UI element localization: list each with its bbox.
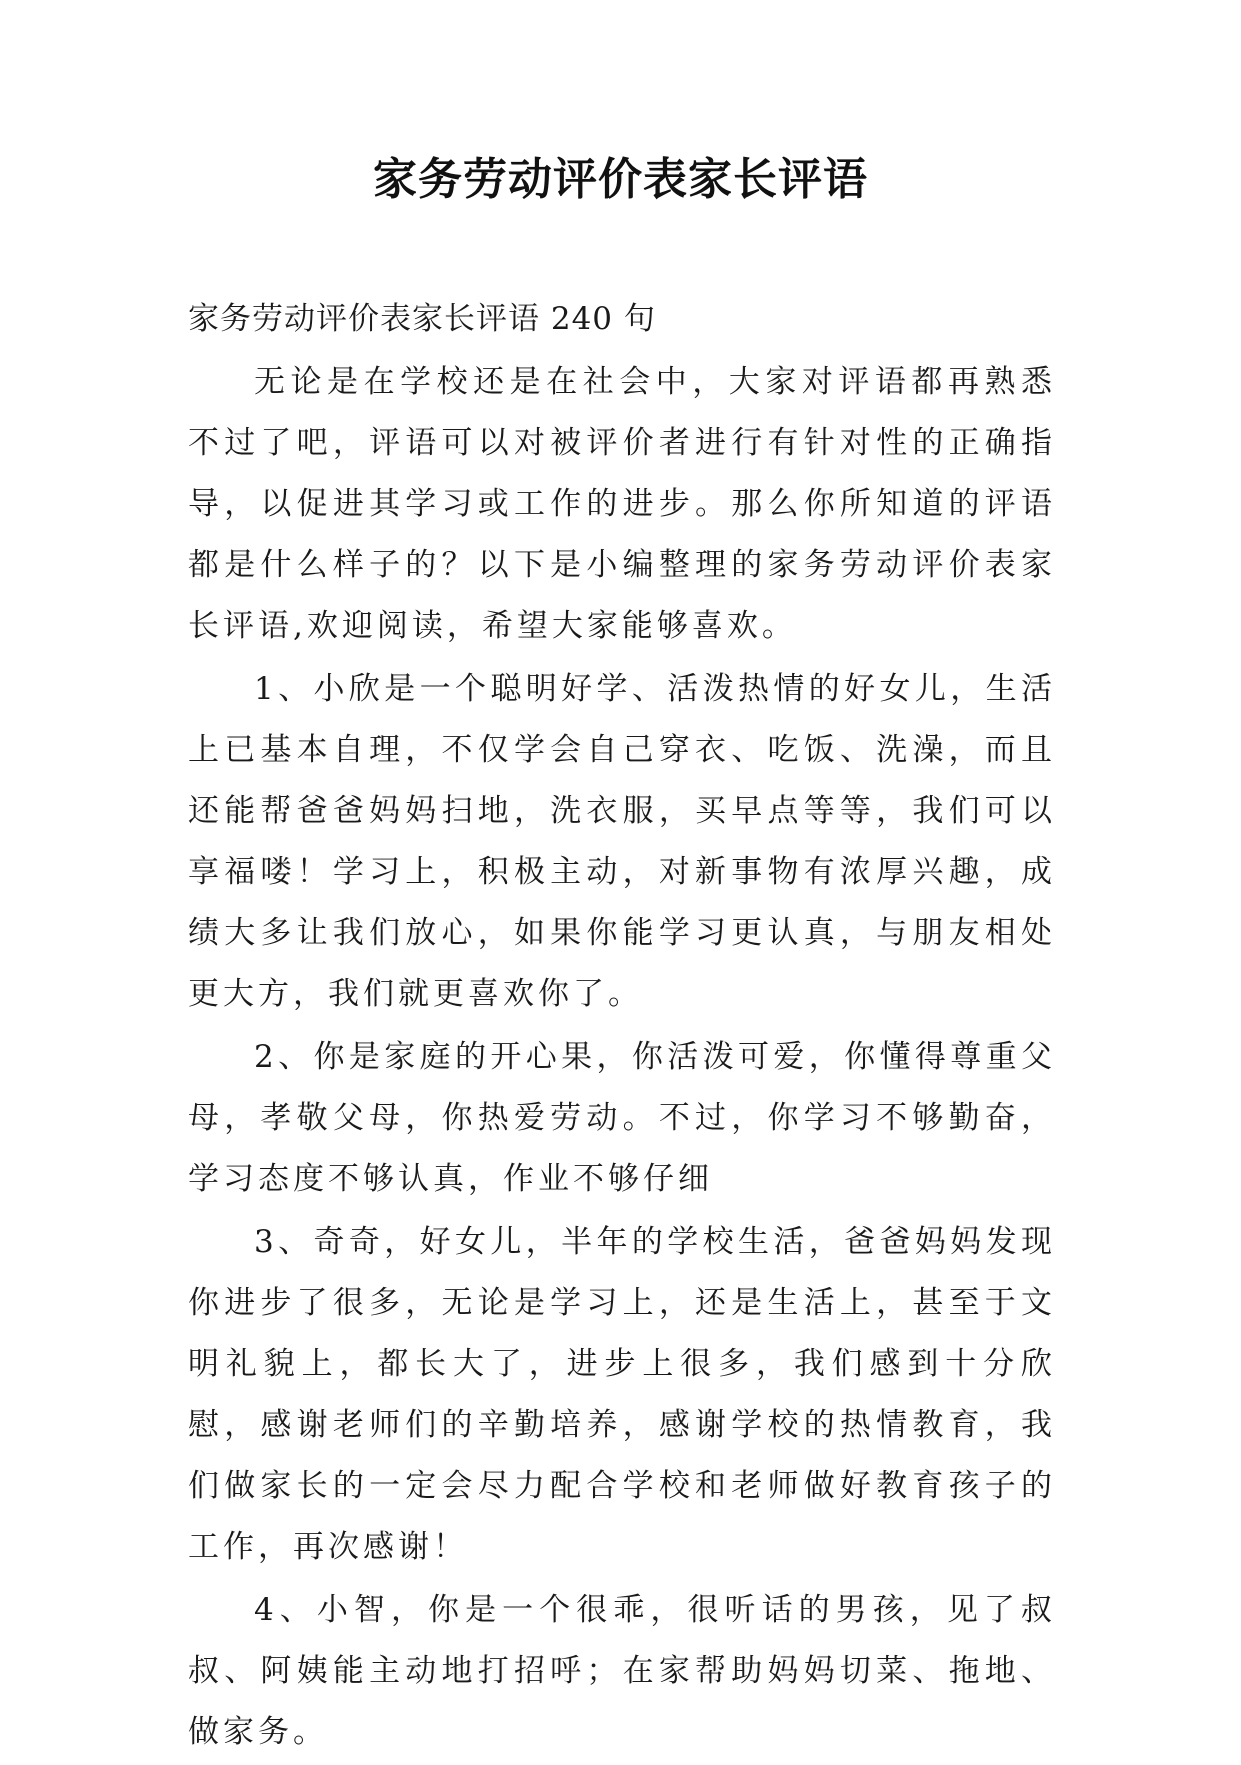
- paragraph-item-3: 3、奇奇，好女儿，半年的学校生活，爸爸妈妈发现你进步了很多，无论是学习上，还是生活上，甚至于文明礼貌上，都长大了，进步上很多，我们感到十分欣慰，感谢老师们的辛勤培养，感谢学校的热情教育，我们做家长的一定会尽力配合学校和老师做好教育孩子的工作，再次感谢！: [188, 1224, 1056, 1565]
- document-subtitle: 家务劳动评价表家长评语 240 句: [188, 301, 656, 337]
- document-body: [188, 289, 1056, 1765]
- paragraph-intro: 无论是在学校还是在社会中，大家对评语都再熟悉不过了吧，评语可以对被评价者进行有针对性的正确指导，以促进其学习或工作的进步。那么你所知道的评语都是什么样子的？以下是小编整理的家务劳动评价表家长评语,欢迎阅读，希望大家能够喜欢。: [188, 364, 1056, 644]
- paragraph-item-4: 4、小智，你是一个很乖，很听话的男孩，见了叔叔、阿姨能主动地打招呼；在家帮助妈妈切菜、拖地、做家务。: [188, 1592, 1056, 1750]
- paragraph-item-1: 1、小欣是一个聪明好学、活泼热情的好女儿，生活上已基本自理，不仅学会自己穿衣、吃饭、洗澡，而且还能帮爸爸妈妈扫地，洗衣服，买早点等等，我们可以享福喽！学习上，积极主动，对新事物有浓厚兴趣，成绩大多让我们放心，如果你能学习更认真，与朋友相处更大方，我们就更喜欢你了。: [188, 671, 1056, 1012]
- paragraph-item-2: 2、你是家庭的开心果，你活泼可爱，你懂得尊重父母，孝敬父母，你热爱劳动。不过，你学习不够勤奋，学习态度不够认真，作业不够仔细: [188, 1039, 1056, 1197]
- document-title: 家务劳动评价表家长评语: [373, 154, 868, 205]
